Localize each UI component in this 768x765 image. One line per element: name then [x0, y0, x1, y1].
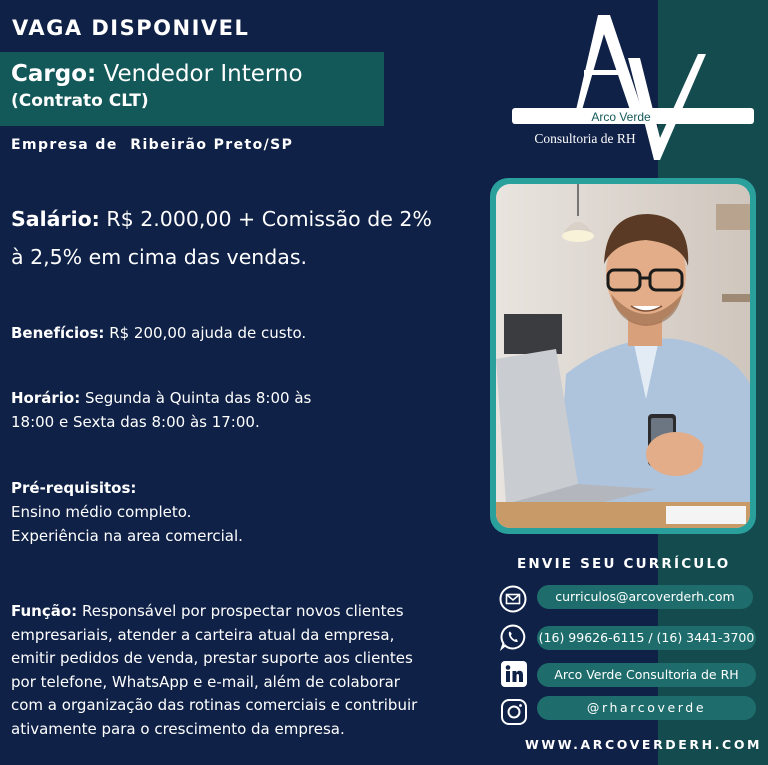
linkedin-icon [500, 660, 528, 688]
beneficios-section [11, 321, 306, 345]
photo-frame [490, 178, 756, 534]
funcao-line: emitir pedidos de venda, prestar suporte aos clientes [11, 649, 413, 668]
beneficios-value: R$ 200,00 ajuda de custo. [109, 324, 307, 342]
instagram-icon [500, 698, 528, 726]
funcao-section [11, 600, 481, 742]
horario-label: Horário: [11, 389, 81, 407]
email-link[interactable]: curriculos@arcoverderh.com [537, 585, 753, 609]
cargo-line [11, 60, 384, 89]
funcao-line: Responsável por prospectar novos clientes [81, 602, 404, 620]
instagram-link[interactable]: @rharcoverde [537, 696, 756, 720]
salario-value-2: à 2,5% em cima das vendas. [11, 245, 308, 269]
funcao-line: com a organização das rotinas comerciais e contribuir [11, 696, 418, 715]
funcao-label: Função: [11, 602, 78, 620]
cargo-box [0, 52, 384, 126]
horario-line-1: Segunda à Quinta das 8:00 às [85, 389, 312, 407]
prerequisitos-section [11, 476, 243, 548]
vaga-title: VAGA DISPONIVEL [12, 16, 250, 40]
website-link[interactable]: WWW.ARCOVERDERH.COM [525, 737, 763, 752]
logo-tagline: Consultoria de RH [534, 131, 636, 146]
prerequisitos-label: Pré-requisitos: [11, 479, 137, 497]
arco-verde-logo [510, 10, 760, 165]
prerequisito-item: Ensino médio completo. [11, 503, 192, 521]
empresa-location: Empresa de Ribeirão Preto/SP [11, 137, 294, 153]
contrato-type: (Contrato CLT) [11, 91, 149, 111]
funcao-line: ativamente para o crescimento da empresa. [11, 719, 345, 738]
phone-numbers[interactable]: (16) 99626-6115 / (16) 3441-3700 [537, 626, 756, 650]
cargo-value: Vendedor Interno [103, 61, 303, 87]
man-with-phone-photo [496, 184, 750, 528]
logo-name: Arco Verde [591, 110, 651, 124]
beneficios-label: Benefícios: [11, 324, 105, 342]
horario-line-2: 18:00 e Sexta das 8:00 às 17:00. [11, 413, 260, 431]
funcao-line: empresariais, atender a carteira atual da empresa, [11, 625, 395, 644]
envie-curriculo-title: ENVIE SEU CURRÍCULO [517, 556, 731, 572]
funcao-line: por telefone, WhatsApp e e-mail, além de colaborar [11, 672, 400, 691]
salario-value: R$ 2.000,00 + Comissão de 2% [106, 207, 432, 231]
salario-label: Salário: [11, 207, 100, 231]
mail-icon [499, 585, 527, 613]
salario-section [11, 200, 481, 276]
whatsapp-icon [499, 623, 527, 651]
linkedin-link[interactable]: Arco Verde Consultoria de RH [537, 663, 756, 687]
cargo-label: Cargo: [11, 61, 97, 87]
prerequisito-item: Experiência na area comercial. [11, 527, 243, 545]
horario-section [11, 386, 381, 434]
